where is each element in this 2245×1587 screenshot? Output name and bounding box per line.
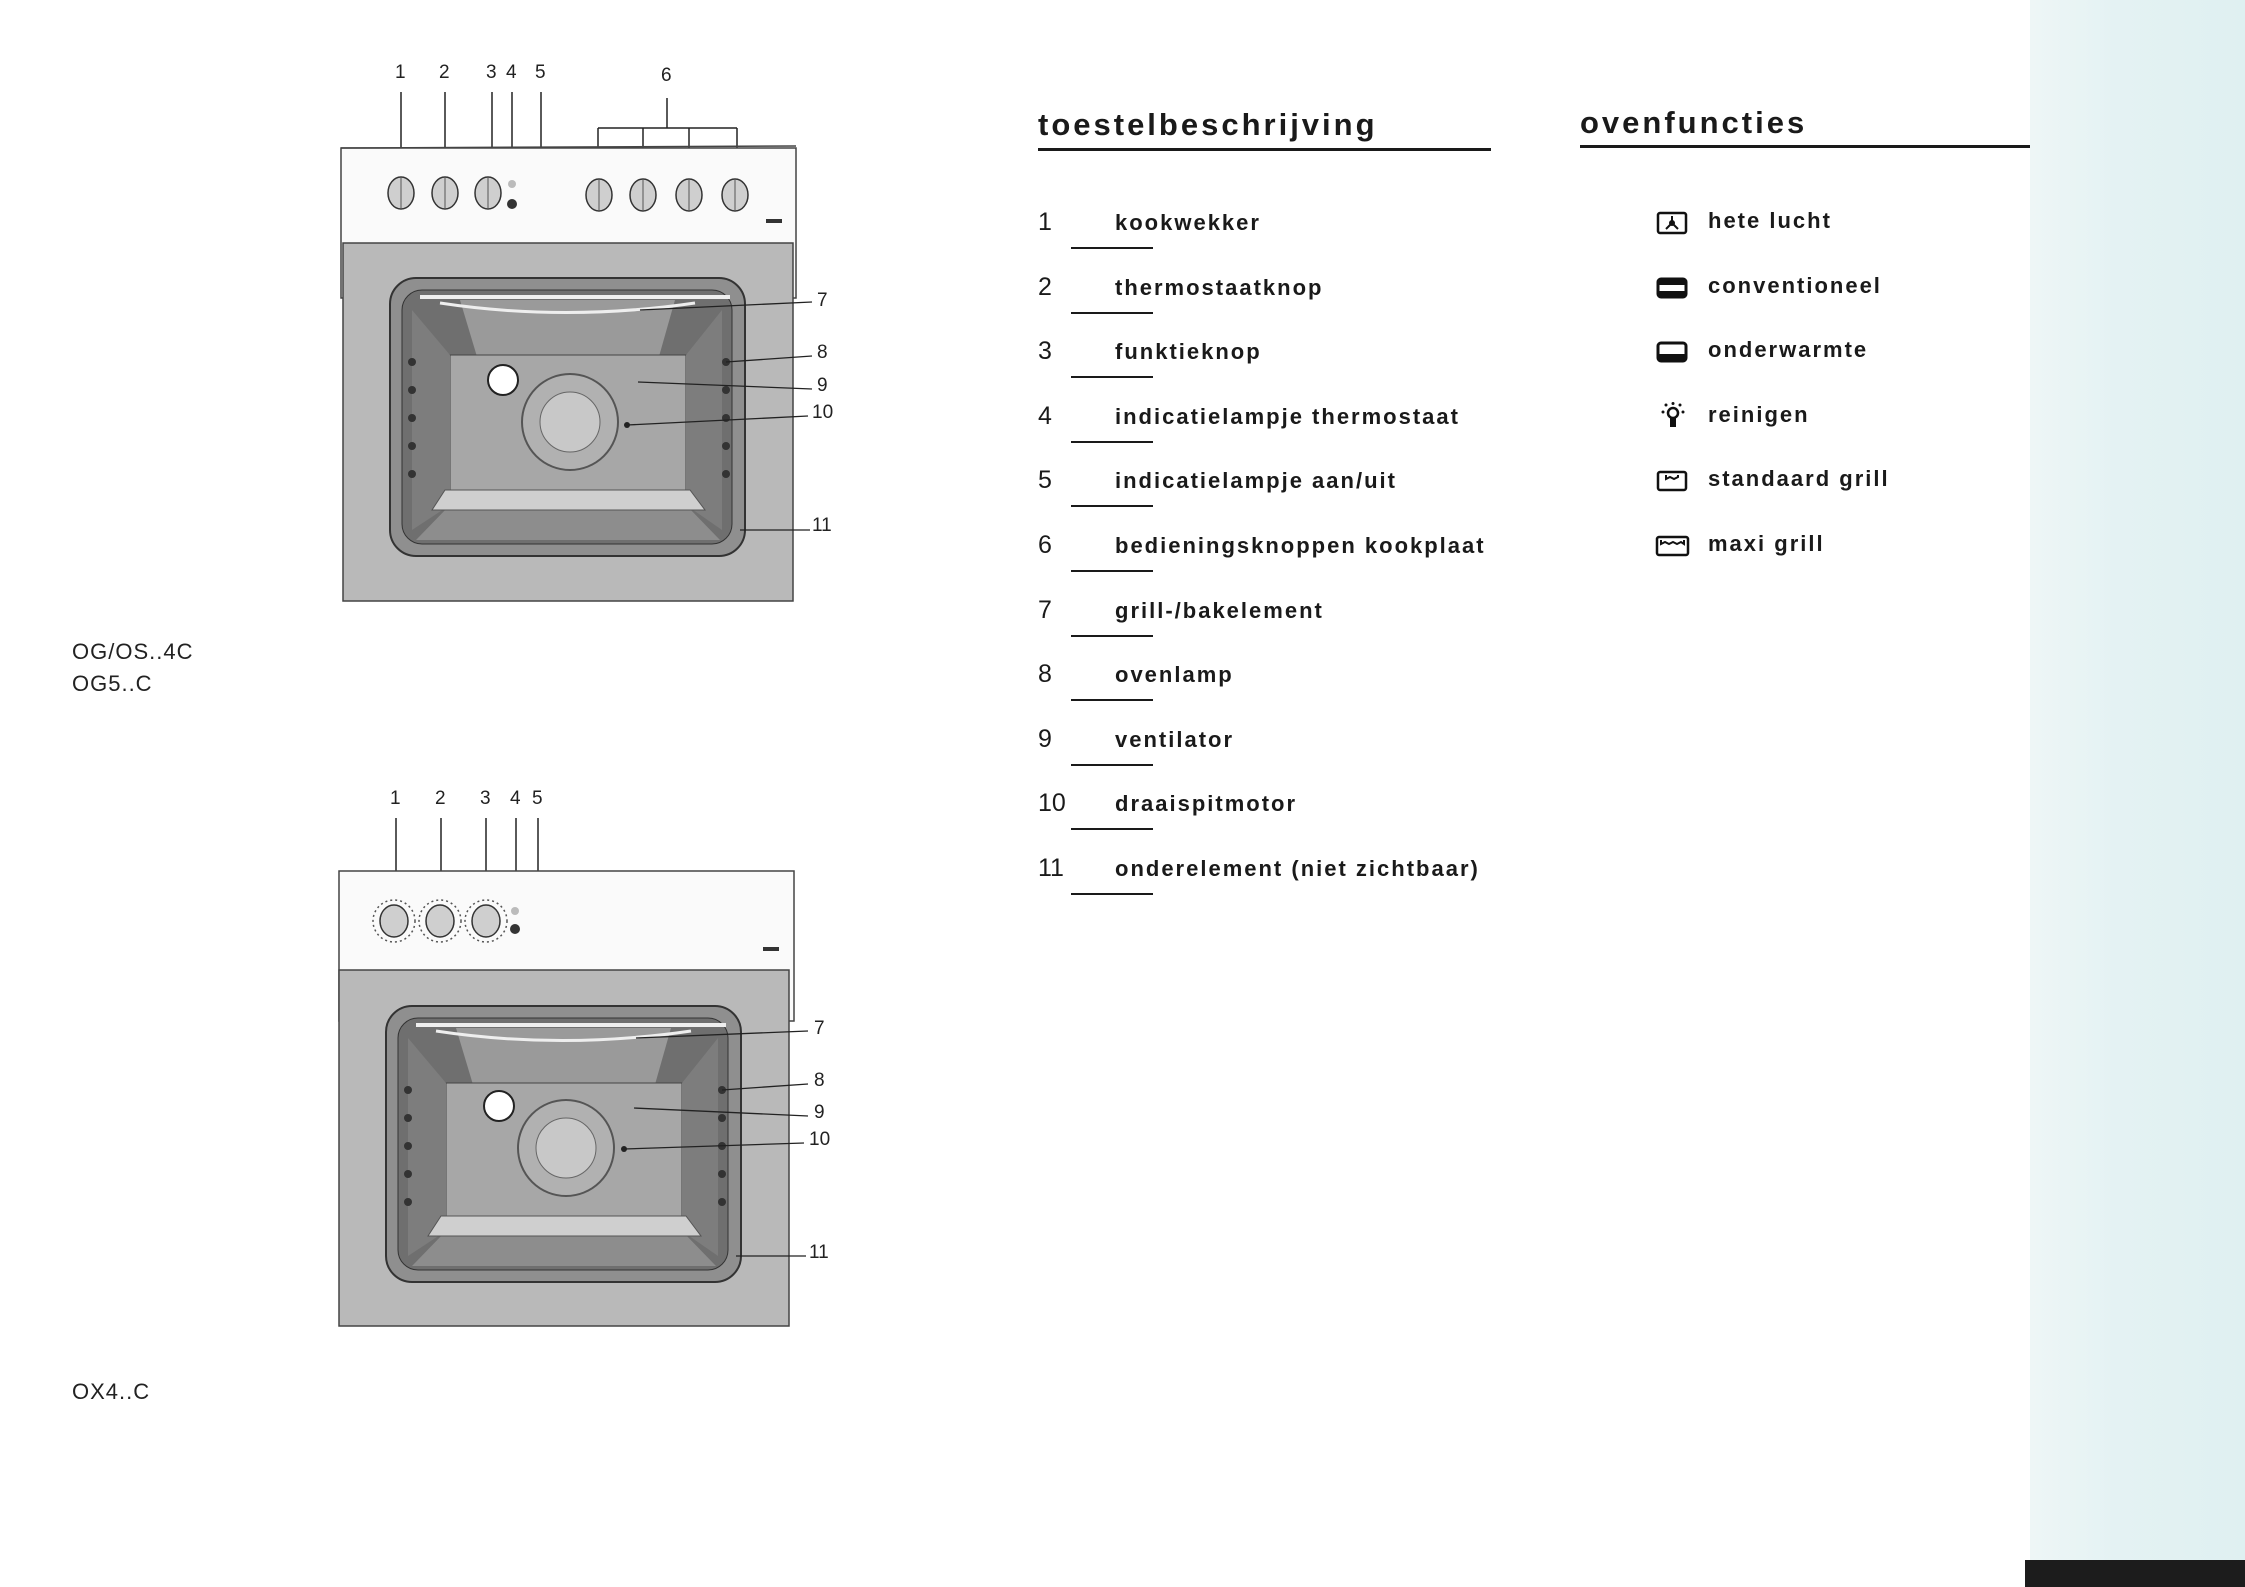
callout-5: 5 bbox=[532, 788, 543, 809]
description-title: toestelbeschrijving bbox=[1038, 107, 1378, 142]
part-label: onderelement (niet zichtbaar) bbox=[1115, 855, 1480, 881]
oven-drawing bbox=[336, 786, 856, 1336]
part-underline bbox=[1071, 828, 1153, 830]
part-number: 7 bbox=[1038, 595, 1052, 624]
part-number: 3 bbox=[1038, 337, 1052, 366]
part-underline bbox=[1071, 570, 1153, 572]
description-title-rule bbox=[1038, 148, 1491, 151]
part-number: 2 bbox=[1038, 272, 1052, 301]
callout-1: 1 bbox=[390, 788, 401, 809]
part-number: 10 bbox=[1038, 789, 1066, 818]
functions-title-rule bbox=[1580, 145, 2030, 148]
part-underline bbox=[1071, 635, 1153, 637]
model-label-bottom bbox=[72, 1376, 150, 1408]
callout-9: 9 bbox=[817, 375, 828, 396]
callout-11: 11 bbox=[812, 515, 832, 536]
part-underline bbox=[1071, 312, 1153, 314]
callout-7: 7 bbox=[814, 1018, 825, 1039]
maxi-grill-icon bbox=[1655, 531, 1691, 561]
function-label: standaard grill bbox=[1708, 466, 1890, 492]
callout-7: 7 bbox=[817, 290, 828, 311]
callout-11: 11 bbox=[809, 1242, 829, 1263]
callout-4: 4 bbox=[510, 788, 521, 809]
cleaning-bulb-icon bbox=[1655, 402, 1691, 432]
function-label: maxi grill bbox=[1708, 530, 1825, 556]
part-label: grill-/bakelement bbox=[1115, 597, 1324, 623]
part-number: 6 bbox=[1038, 530, 1052, 559]
part-number: 9 bbox=[1038, 724, 1052, 753]
part-number: 11 bbox=[1038, 853, 1064, 882]
part-number: 8 bbox=[1038, 660, 1052, 689]
page-edge bbox=[2030, 0, 2245, 1587]
part-underline bbox=[1071, 441, 1153, 443]
callout-2: 2 bbox=[435, 788, 446, 809]
callout-6: 6 bbox=[661, 65, 672, 86]
callout-8: 8 bbox=[814, 1070, 825, 1091]
function-label: hete lucht bbox=[1708, 208, 1832, 233]
part-underline bbox=[1071, 376, 1153, 378]
part-underline bbox=[1071, 893, 1153, 895]
callout-9: 9 bbox=[814, 1102, 825, 1123]
model-line-1: OX4..C bbox=[72, 1379, 151, 1404]
part-label: kookwekker bbox=[1115, 210, 1261, 235]
callout-5: 5 bbox=[535, 62, 546, 83]
part-underline bbox=[1071, 699, 1153, 701]
part-label: ventilator bbox=[1115, 726, 1235, 752]
page-bottom-strip bbox=[2025, 1560, 2245, 1587]
part-number: 4 bbox=[1038, 401, 1052, 430]
callout-8: 8 bbox=[817, 342, 828, 363]
hot-air-icon bbox=[1655, 208, 1691, 238]
functions-title: ovenfuncties bbox=[1580, 105, 1808, 140]
function-label: onderwarmte bbox=[1708, 337, 1869, 363]
part-label: bedieningsknoppen kookplaat bbox=[1115, 532, 1486, 558]
callout-3: 3 bbox=[486, 62, 497, 83]
bottom-heat-icon bbox=[1655, 337, 1691, 367]
oven-diagram-top bbox=[340, 60, 860, 620]
part-label: draaispitmotor bbox=[1115, 791, 1298, 817]
part-label: ovenlamp bbox=[1115, 662, 1234, 688]
function-label: conventioneel bbox=[1708, 272, 1882, 298]
callout-1: 1 bbox=[395, 62, 406, 83]
oven-diagram-bottom bbox=[336, 786, 856, 1336]
model-label-top bbox=[72, 636, 193, 700]
function-label: reinigen bbox=[1708, 401, 1810, 427]
callout-2: 2 bbox=[439, 62, 450, 83]
callout-3: 3 bbox=[480, 788, 491, 809]
part-label: indicatielampje aan/uit bbox=[1115, 468, 1397, 494]
part-label: indicatielampje thermostaat bbox=[1115, 403, 1460, 429]
part-label: funktieknop bbox=[1115, 339, 1262, 365]
part-number: 1 bbox=[1038, 208, 1052, 236]
oven-drawing bbox=[340, 60, 860, 620]
part-underline bbox=[1071, 505, 1153, 507]
part-underline bbox=[1071, 764, 1153, 766]
conventional-icon bbox=[1655, 273, 1691, 303]
model-line-1: OG/OS..4C bbox=[72, 639, 194, 664]
callout-10: 10 bbox=[812, 402, 834, 423]
part-number: 5 bbox=[1038, 466, 1052, 495]
standard-grill-icon bbox=[1655, 466, 1691, 496]
callout-4: 4 bbox=[506, 62, 517, 83]
part-underline bbox=[1071, 247, 1153, 249]
callout-10: 10 bbox=[809, 1129, 831, 1150]
model-line-2: OG5..C bbox=[72, 671, 153, 696]
part-label: thermostaatknop bbox=[1115, 274, 1324, 300]
